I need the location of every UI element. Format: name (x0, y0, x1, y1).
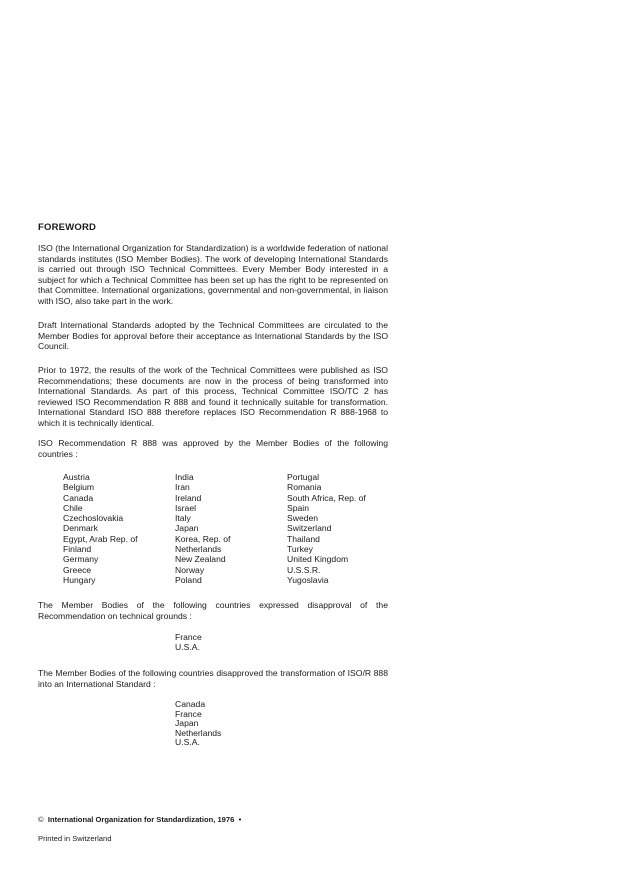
country-item: Israel (175, 502, 197, 513)
country-item: Egypt, Arab Rep. of (63, 533, 138, 544)
country-item: U.S.A. (175, 641, 200, 652)
country-column-1 (63, 472, 175, 585)
paragraph-transformation-disapproval: The Member Bodies of the following countries disapproved the transformation of ISO/R 888 into an International Standard : (38, 668, 388, 689)
country-item: Spain (287, 502, 309, 513)
country-item: Canada (63, 492, 94, 503)
country-item: Switzerland (287, 523, 332, 534)
country-item: Norway (175, 564, 205, 575)
country-item: Canada (175, 699, 206, 709)
country-item: Austria (63, 472, 90, 482)
country-item: U.S.S.R. (287, 564, 321, 575)
copyright-line (38, 815, 241, 824)
country-item: Thailand (287, 533, 320, 544)
country-item: Greece (63, 564, 92, 575)
printed-in-line: Printed in Switzerland (38, 834, 112, 843)
paragraph-iso-intro: ISO (the International Organization for Standardization) is a worldwide federation of national standards institutes (ISO Member Bodies). The work of developing International Standards is carried out through ISO Technical Committees. Every Member Body interested in a subject for which a Technical Committee has been set up has the right to be represented on that Committee. International organizations, governmental and non-governmental, in liaison with ISO, also take part in the work. (38, 243, 388, 306)
paragraph-transformation: Prior to 1972, the results of the work of the Technical Committees were published as ISO Recommendations; these documents are now in the process of being transformed into International Standards. As part of this process, Technical Committee ISO/TC 2 has reviewed ISO Recommendation R 888 and found it technically suitable for transformation. International Standard ISO 888 therefore replaces ISO Recommendation R 888-1968 to which it is technically identical. (38, 365, 388, 428)
country-item: U.S.A. (175, 737, 200, 748)
country-item: Czechoslovakia (63, 513, 124, 524)
country-item: Netherlands (175, 727, 222, 738)
country-item: Germany (63, 554, 99, 565)
country-item: Belgium (63, 482, 95, 493)
bullet-mark: • (238, 815, 242, 824)
paragraph-disapproval: The Member Bodies of the following countries expressed disapproval of the Recommendation on technical grounds : (38, 600, 388, 621)
country-item: Sweden (287, 513, 319, 524)
country-item: Chile (63, 502, 83, 513)
country-item: Romania (287, 482, 322, 493)
country-item: Japan (175, 523, 199, 534)
country-item: United Kingdom (287, 554, 349, 565)
country-item: Japan (175, 718, 199, 729)
copyright-symbol: © (38, 815, 44, 824)
country-item: Finland (63, 544, 92, 555)
country-column-3 (287, 472, 393, 585)
country-column-2 (175, 472, 287, 585)
country-item: Denmark (63, 523, 98, 534)
paragraph-draft-standards: Draft International Standards adopted by the Technical Committees are circulated to the Member Bodies for approval before their acceptance as International Standards by the ISO Council. (38, 320, 388, 352)
foreword-heading: FOREWORD (38, 222, 97, 233)
country-item: New Zealand (175, 554, 226, 565)
country-item: Korea, Rep. of (175, 533, 231, 544)
country-item: Hungary (63, 574, 96, 585)
country-item: Netherlands (175, 544, 222, 555)
country-item: Turkey (287, 544, 313, 555)
country-item: France (175, 708, 202, 719)
country-item: India (175, 472, 194, 482)
disapproval-country-list (175, 633, 202, 652)
country-item: Poland (175, 574, 202, 585)
transformation-country-list (175, 700, 221, 748)
country-item: Iran (175, 482, 190, 493)
country-item: France (175, 632, 202, 642)
country-item: Italy (175, 513, 191, 524)
copyright-text: International Organization for Standardization, 1976 (47, 815, 235, 824)
country-item: Ireland (175, 492, 202, 503)
country-item: South Africa, Rep. of (287, 492, 366, 503)
country-item: Portugal (287, 472, 320, 482)
paragraph-approval-intro: ISO Recommendation R 888 was approved by the Member Bodies of the following countries : (38, 438, 388, 459)
country-item: Yugoslavia (287, 574, 329, 585)
approving-countries-table (63, 472, 393, 585)
